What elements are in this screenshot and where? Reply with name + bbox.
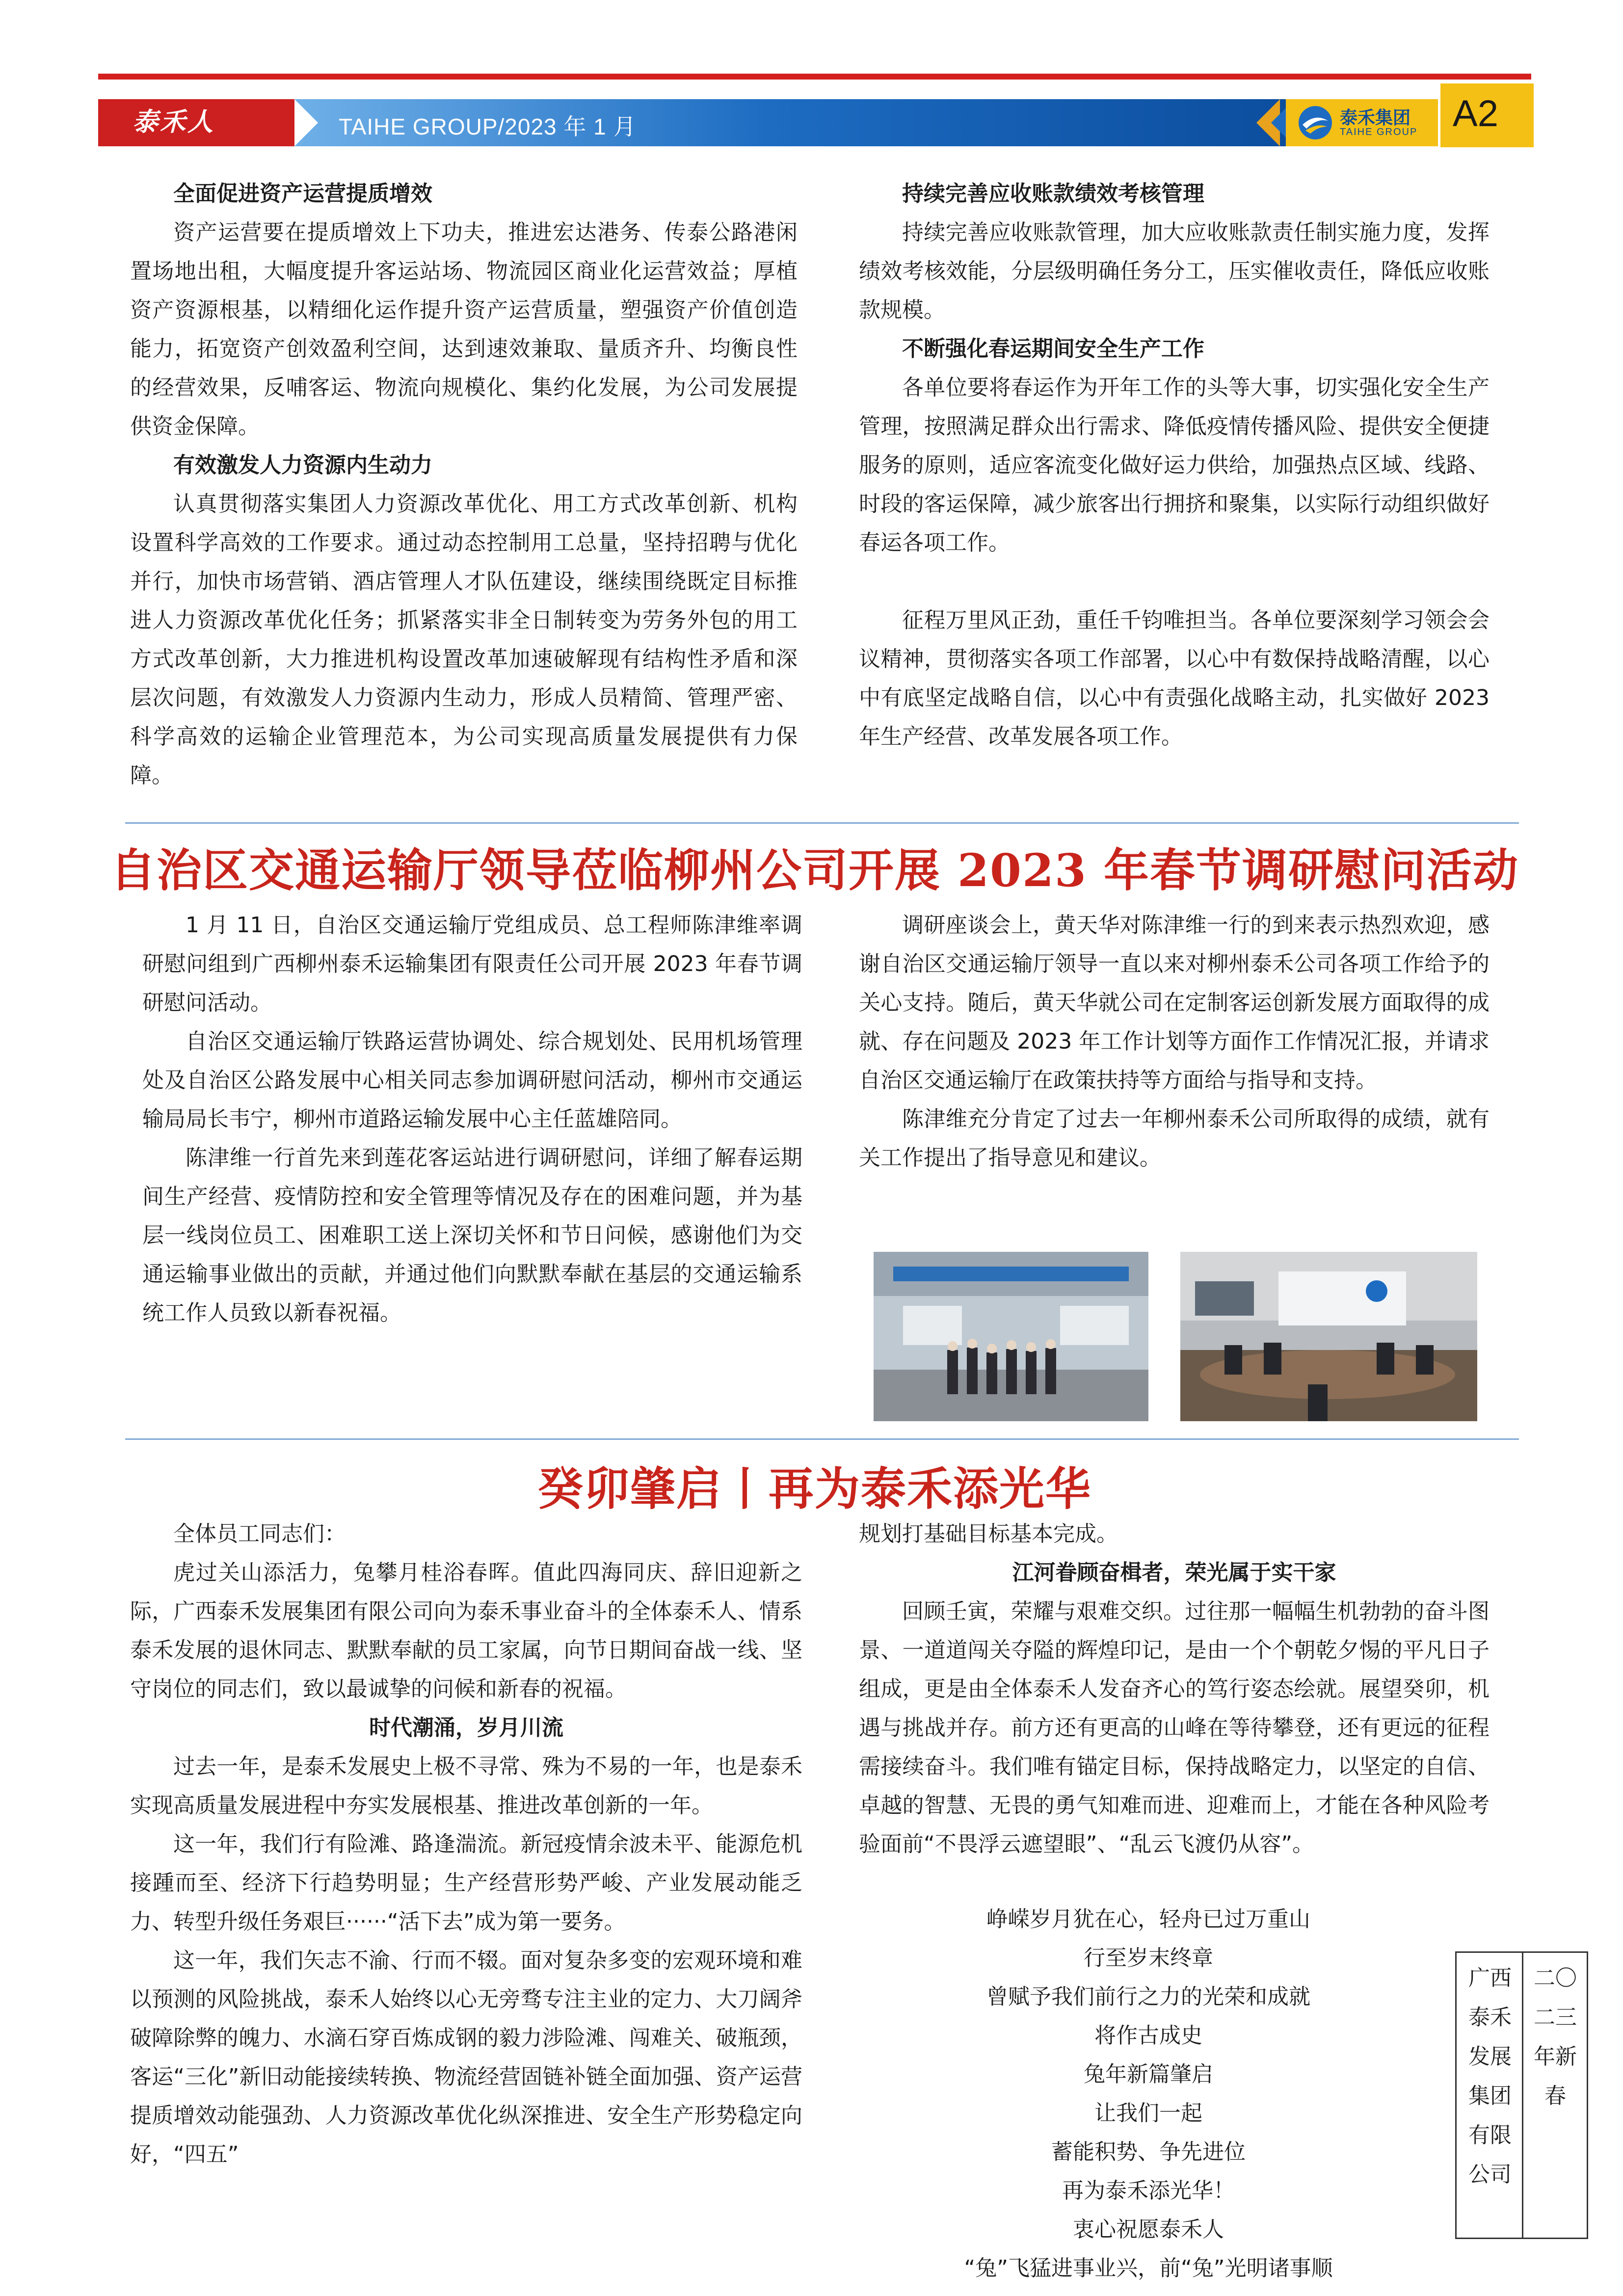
paragraph: 调研座谈会上，黄天华对陈津维一行的到来表示热烈欢迎，感谢自治区交通运输厅领导一直以来对柳州泰禾公司各项工作给予的关心支持。随后，黄天华就公司在定制客运创新发展方面取得的成就、存在问题及 2023 年工作计划等方面作工作情况汇报，并请求自治区交通运输厅在政策扶持等方面给与指导和支持。 — [859, 913, 1490, 1093]
article2-poem — [859, 1900, 1438, 2288]
paragraph: 持续完善应收账款管理，加大应收账款责任制实施力度，发挥绩效考核效能，分层级明确任务分工，压实催收责任，降低应收账款规模。 — [859, 220, 1490, 323]
section-divider-2 — [125, 1438, 1519, 1440]
section-heading: 江河眷顾奋楫者，荣光属于实干家 — [1012, 1560, 1336, 1585]
section-heading: 持续完善应收账款绩效考核管理 — [902, 181, 1204, 206]
article2-left-column — [130, 1514, 802, 2174]
paragraph: 认真贯彻落实集团人力资源改革优化、用工方式改革创新、机构设置科学高效的工作要求。通过动态控制用工总量，坚持招聘与优化并行，加快市场营销、酒店管理人才队伍建设，继续围绕既定目标推进人力资源改革优化任务；抓紧落实非全日制转变为劳务外包的用工方式改革创新，大力推进机构设置改革加速破解现有结构性矛盾和深层次问题，有效激发人力资源内生动力，形成人员精简、管理严密、科学高效的运输企业管理范本，为公司实现高质量发展提供有力保障。 — [130, 491, 798, 788]
section-heading: 全面促进资产运营提质增效 — [173, 181, 432, 206]
paragraph: 全体员工同志们： — [173, 1521, 346, 1546]
article2-right-column — [859, 1514, 1490, 1864]
paragraph: 各单位要将春运作为开年工作的头等大事，切实强化安全生产管理，按照满足群众出行需求、降低疫情传播风险、提供安全便捷服务的原则，适应客流变化做好运力供给，加强热点区域、线路、时段的客运保障，减少旅客出行拥挤和聚集，以实际行动组织做好春运各项工作。 — [859, 375, 1490, 555]
article1-left-column — [142, 906, 802, 1332]
section-heading: 时代潮涌，岁月川流 — [369, 1715, 563, 1740]
paragraph: 这一年，我们行有险滩、路逢湍流。新冠疫情余波未平、能源危机接踵而至、经济下行趋势明显；生产经营形势严峻、产业发展动能乏力、转型升级任务艰巨······“活下去”成为第一要务。 — [130, 1832, 802, 1934]
signature-company: 广西泰禾发展集团有限公司 — [1468, 1966, 1512, 2187]
paragraph: 过去一年，是泰禾发展史上极不寻常、殊为不易的一年，也是泰禾实现高质量发展进程中夯实发展根基、推进改革创新的一年。 — [130, 1754, 802, 1818]
paragraph: 征程万里风正劲，重任千钧唯担当。各单位要深刻学习领会会议精神，贯彻落实各项工作部署，以心中有数保持战略清醒，以心中有底坚定战略自信，以心中有责强化战略主动，扎实做好 2023 年生产经营、改革发展各项工作。 — [859, 608, 1490, 749]
section-heading: 有效激发人力资源内生动力 — [173, 453, 432, 478]
paragraph: 资产运营要在提质增效上下功夫，推进宏达港务、传泰公路港闲置场地出租，大幅度提升客运站场、物流园区商业化运营效益；厚植资产资源根基，以精细化运作提升资产运营质量，塑强资产价值创造能力，拓宽资产创效盈利空间，达到速效兼取、量质齐升、均衡良性的经营效果，反哺客运、物流向规模化、集约化发展，为公司发展提供资金保障。 — [130, 220, 798, 439]
paragraph: 回顾壬寅，荣耀与艰难交织。过往那一幅幅生机勃勃的奋斗图景、一道道闯关夺隘的辉煌印记，是由一个个朝乾夕惕的平凡日子组成，更是由全体泰禾人发奋齐心的笃行姿态绘就。展望癸卯，机遇与挑战并存。前方还有更高的山峰在等待攀登，还有更远的征程需接续奋斗。我们唯有锚定目标，保持战略定力，以坚定的自信、卓越的智慧、无畏的勇气知难而进、迎难而上，才能在各种风险考验面前“不畏浮云遮望眼”、“乱云飞渡仍从容”。 — [859, 1599, 1490, 1857]
poem-line: 再为泰禾添光华！ — [1062, 2178, 1235, 2203]
poem-line: 蓄能积势、争先进位 — [1051, 2139, 1246, 2164]
header-logo-english: TAIHE GROUP — [1340, 127, 1418, 137]
header-top-rule — [98, 74, 1531, 80]
paragraph: 陈津维一行首先来到莲花客运站进行调研慰问，详细了解春运期间生产经营、疫情防控和安全管理等情况及存在的困难问题，并为基层一线岗位员工、困难职工送上深切关怀和节日问候，感谢他们为交通运输事业做出的贡献，并通过他们向默默奉献在基层的交通运输系统工作人员致以新春祝福。 — [142, 1145, 802, 1325]
photo-meeting-room — [1180, 1252, 1477, 1421]
photo-station-visit — [874, 1252, 1148, 1421]
section-heading: 不断强化春运期间安全生产工作 — [902, 336, 1204, 361]
paragraph: 这一年，我们矢志不渝、行而不辍。面对复杂多变的宏观环境和难以预测的风险挑战，泰禾人始终以心无旁骛专注主业的定力、大刀阔斧破障除弊的魄力、水滴石穿百炼成钢的毅力涉险滩、闯难关、破瓶颈，客运“三化”新旧动能接续转换、物流经营固链补链全面加强、资产运营提质增效动能强劲、人力资源改革优化纵深推进、安全生产形势稳定向好，“四五” — [130, 1948, 802, 2167]
poem-line: 让我们一起 — [1094, 2101, 1202, 2126]
poem-line: 衷心祝愿泰禾人 — [1073, 2217, 1224, 2242]
poem-line: 兔年新篇肇启 — [1084, 2062, 1213, 2087]
paragraph: 陈津维充分肯定了过去一年柳州泰禾公司所取得的成绩，就有关工作提出了指导意见和建议。 — [859, 1107, 1490, 1170]
article1-right-column — [859, 906, 1490, 1177]
signature-box — [1455, 1951, 1588, 2239]
signature-date: 二〇二三年新春 — [1534, 1966, 1577, 2108]
taihe-logo-icon — [1296, 103, 1335, 142]
top-left-column — [130, 174, 798, 795]
header-chevron-divider — [294, 99, 318, 146]
article1-headline: 自治区交通运输厅领导莅临柳州公司开展 2023 年春节调研慰问活动 — [110, 844, 1519, 897]
poem-line: 峥嵘岁月犹在心，轻舟已过万重山 — [986, 1907, 1310, 1932]
paragraph: 自治区交通运输厅铁路运营协调处、综合规划处、民用机场管理处及自治区公路发展中心相关同志参加调研慰问活动，柳州市交通运输局局长韦宁，柳州市道路运输发展中心主任蓝雄陪同。 — [142, 1029, 802, 1132]
header-slogan: 泰禾人 — [133, 107, 215, 137]
paragraph: 1 月 11 日，自治区交通运输厅党组成员、总工程师陈津维率调研慰问组到广西柳州泰禾运输集团有限责任公司开展 2023 年春节调研慰问活动。 — [142, 913, 802, 1015]
poem-line: 将作古成史 — [1094, 2023, 1202, 2048]
poem-line: “兔”飞猛进事业兴，前“兔”光明诸事顺 — [964, 2256, 1333, 2281]
header-logo-name: 泰禾集团 — [1340, 108, 1411, 128]
top-right-column — [859, 174, 1490, 756]
page-number: A2 — [1453, 93, 1498, 135]
paragraph: 规划打基础目标基本完成。 — [859, 1521, 1118, 1546]
paragraph: 虎过关山添活力，兔攀月桂浴春晖。值此四海同庆、辞旧迎新之际，广西泰禾发展集团有限公司向为泰禾事业奋斗的全体泰禾人、情系泰禾发展的退休同志、默默奉献的员工家属，向节日期间奋战一线、坚守岗位的同志们，致以最诚挚的问候和新春的祝福。 — [130, 1560, 802, 1702]
poem-line: 曾赋予我们前行之力的光荣和成就 — [986, 1984, 1310, 2009]
article2-headline: 癸卯肇启丨再为泰禾添光华 — [537, 1463, 1091, 1515]
header-title: TAIHE GROUP/2023 年 1 月 — [339, 114, 637, 139]
poem-line: 行至岁末终章 — [1084, 1945, 1213, 1971]
section-divider-1 — [125, 822, 1519, 824]
signature-divider — [1522, 1953, 1523, 2238]
